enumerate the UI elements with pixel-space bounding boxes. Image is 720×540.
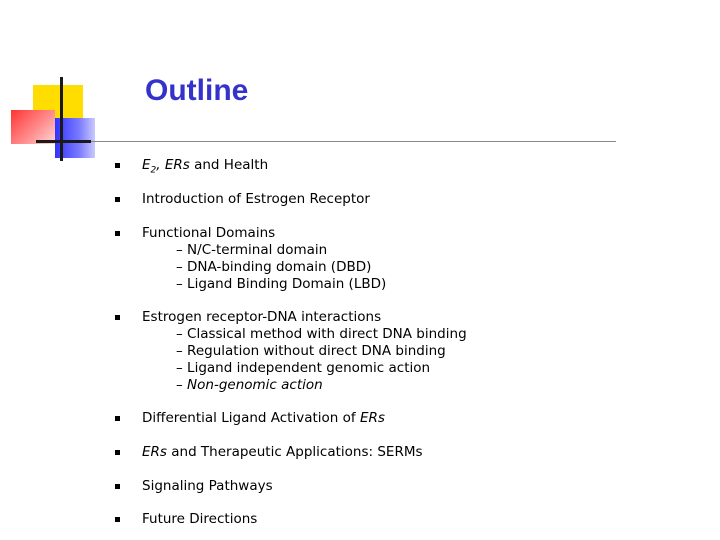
slide-title: Outline bbox=[145, 74, 249, 107]
decor-vertical-line bbox=[60, 77, 63, 161]
sub-item: – Ligand independent genomic action bbox=[176, 360, 431, 376]
sub-item: – DNA-binding domain (DBD) bbox=[176, 259, 372, 275]
bullet-icon bbox=[115, 197, 120, 202]
bullet-icon bbox=[115, 416, 120, 421]
bullet-item-future: Future Directions bbox=[142, 511, 257, 528]
bullet-icon bbox=[115, 450, 120, 455]
sub-item: – Regulation without direct DNA binding bbox=[176, 343, 446, 359]
sub-item: – N/C-terminal domain bbox=[176, 242, 328, 258]
bullet-item-therapeutic: ERs and Therapeutic Applications: SERMs bbox=[142, 444, 423, 461]
bullet-icon bbox=[115, 315, 120, 320]
bullet-item-differential-ligand: Differential Ligand Activation of ERs bbox=[142, 410, 385, 427]
sub-item: – Classical method with direct DNA binding bbox=[176, 326, 467, 342]
bullet-icon bbox=[115, 231, 120, 236]
decor-red-square bbox=[11, 110, 55, 144]
bullet-item-health: $E_2$, ERs and Health bbox=[142, 157, 268, 180]
bullet-item-introduction: Introduction of Estrogen Receptor bbox=[142, 191, 370, 208]
bullet-icon bbox=[115, 163, 120, 168]
bullet-item-signaling: Signaling Pathways bbox=[142, 478, 273, 495]
sub-item: – Non-genomic action bbox=[176, 377, 323, 393]
title-underline bbox=[36, 141, 616, 142]
bullet-item-functional-domains: Functional Domains – N/C-terminal domain – DNA-binding domain (DBD) – Ligand Binding Domain (LBD) bbox=[142, 225, 386, 293]
bullet-icon bbox=[115, 484, 120, 489]
sub-item: – Ligand Binding Domain (LBD) bbox=[176, 276, 387, 292]
bullet-icon bbox=[115, 517, 120, 522]
title-underline-accent bbox=[36, 140, 91, 143]
bullet-item-dna-interactions: Estrogen receptor-DNA interactions – Classical method with direct DNA binding – Regulation without direct DNA binding – Ligand independent genomic action – Non-genomic action bbox=[142, 309, 467, 394]
